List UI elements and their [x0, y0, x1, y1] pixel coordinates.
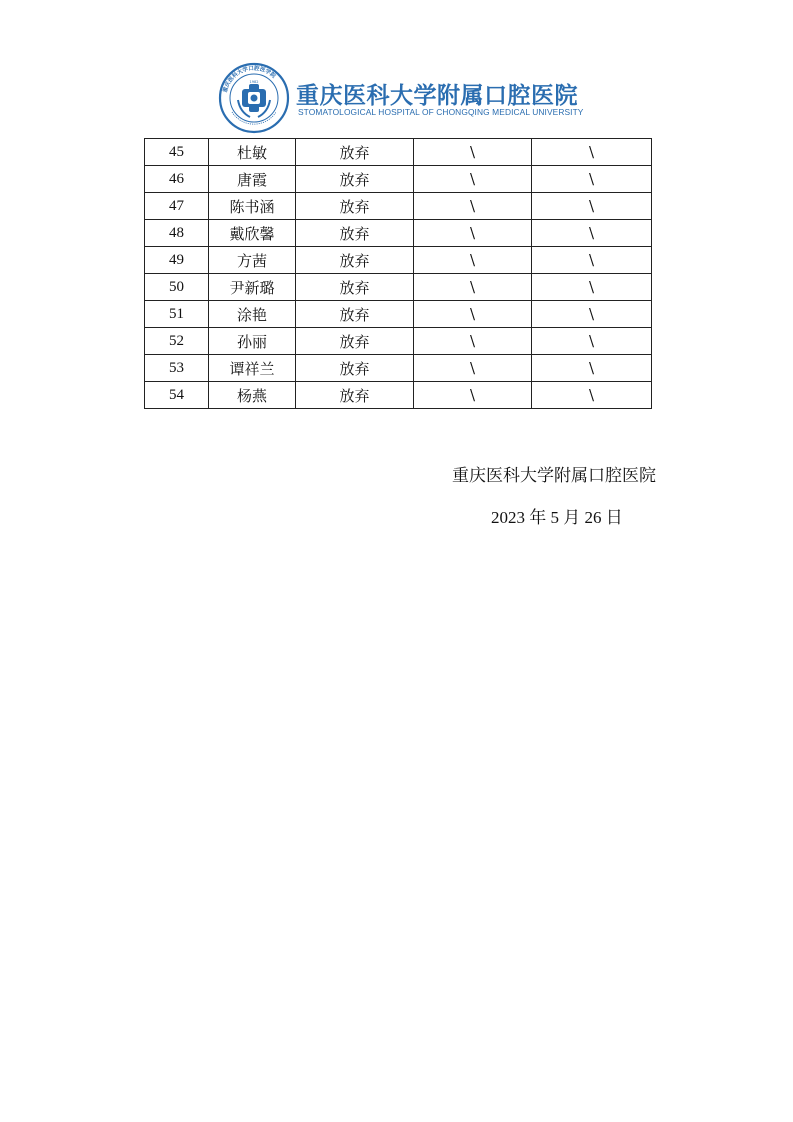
row-name: 孙丽 — [209, 328, 296, 355]
signature-organization: 重庆医科大学附属口腔医院 — [452, 466, 656, 486]
applicant-table — [144, 138, 652, 409]
table-row — [145, 274, 652, 301]
row-col5: \ — [532, 193, 652, 220]
row-number: 48 — [145, 220, 209, 247]
row-col5: \ — [532, 247, 652, 274]
row-col4: \ — [414, 139, 532, 166]
seal-year: 1982 — [249, 80, 259, 84]
row-col4: \ — [414, 382, 532, 409]
row-col4: \ — [414, 355, 532, 382]
table-row — [145, 328, 652, 355]
row-col4: \ — [414, 166, 532, 193]
row-col4: \ — [414, 274, 532, 301]
row-col4: \ — [414, 328, 532, 355]
row-col4: \ — [414, 220, 532, 247]
svg-text:重庆医科大学口腔医学院: 重庆医科大学口腔医学院 — [222, 65, 277, 94]
row-name: 杜敏 — [209, 139, 296, 166]
row-col4: \ — [414, 247, 532, 274]
row-number: 47 — [145, 193, 209, 220]
applicant-table-body — [145, 139, 652, 409]
table-row — [145, 382, 652, 409]
row-status: 放弃 — [296, 382, 414, 409]
row-col5: \ — [532, 328, 652, 355]
row-name: 涂艳 — [209, 301, 296, 328]
row-number: 52 — [145, 328, 209, 355]
row-col4: \ — [414, 193, 532, 220]
hospital-name-cn: 重庆医科大学附属口腔医院 — [296, 83, 578, 109]
row-col5: \ — [532, 220, 652, 247]
row-number: 45 — [145, 139, 209, 166]
row-name: 尹新璐 — [209, 274, 296, 301]
row-number: 54 — [145, 382, 209, 409]
row-number: 53 — [145, 355, 209, 382]
hospital-seal-logo — [218, 62, 290, 134]
row-status: 放弃 — [296, 139, 414, 166]
table-row — [145, 220, 652, 247]
row-col5: \ — [532, 166, 652, 193]
row-name: 方茜 — [209, 247, 296, 274]
row-number: 51 — [145, 301, 209, 328]
row-status: 放弃 — [296, 355, 414, 382]
row-col5: \ — [532, 274, 652, 301]
table-row — [145, 193, 652, 220]
row-col5: \ — [532, 139, 652, 166]
signature-date: 2023 年 5 月 26 日 — [491, 508, 623, 527]
row-col5: \ — [532, 355, 652, 382]
row-status: 放弃 — [296, 193, 414, 220]
row-col5: \ — [532, 301, 652, 328]
row-name: 陈书涵 — [209, 193, 296, 220]
row-col5: \ — [532, 382, 652, 409]
row-name: 戴欣馨 — [209, 220, 296, 247]
row-number: 46 — [145, 166, 209, 193]
letterhead — [218, 62, 598, 134]
row-number: 49 — [145, 247, 209, 274]
table-row — [145, 247, 652, 274]
row-number: 50 — [145, 274, 209, 301]
hospital-name-en: STOMATOLOGICAL HOSPITAL OF CHONGQING MEDICAL UNIVERSITY — [298, 107, 584, 117]
row-name: 杨燕 — [209, 382, 296, 409]
row-status: 放弃 — [296, 274, 414, 301]
table-row — [145, 139, 652, 166]
row-status: 放弃 — [296, 328, 414, 355]
row-name: 谭祥兰 — [209, 355, 296, 382]
row-status: 放弃 — [296, 166, 414, 193]
row-col4: \ — [414, 301, 532, 328]
row-status: 放弃 — [296, 247, 414, 274]
row-status: 放弃 — [296, 301, 414, 328]
table-row — [145, 355, 652, 382]
table-row — [145, 166, 652, 193]
row-status: 放弃 — [296, 220, 414, 247]
row-name: 唐霞 — [209, 166, 296, 193]
table-row — [145, 301, 652, 328]
